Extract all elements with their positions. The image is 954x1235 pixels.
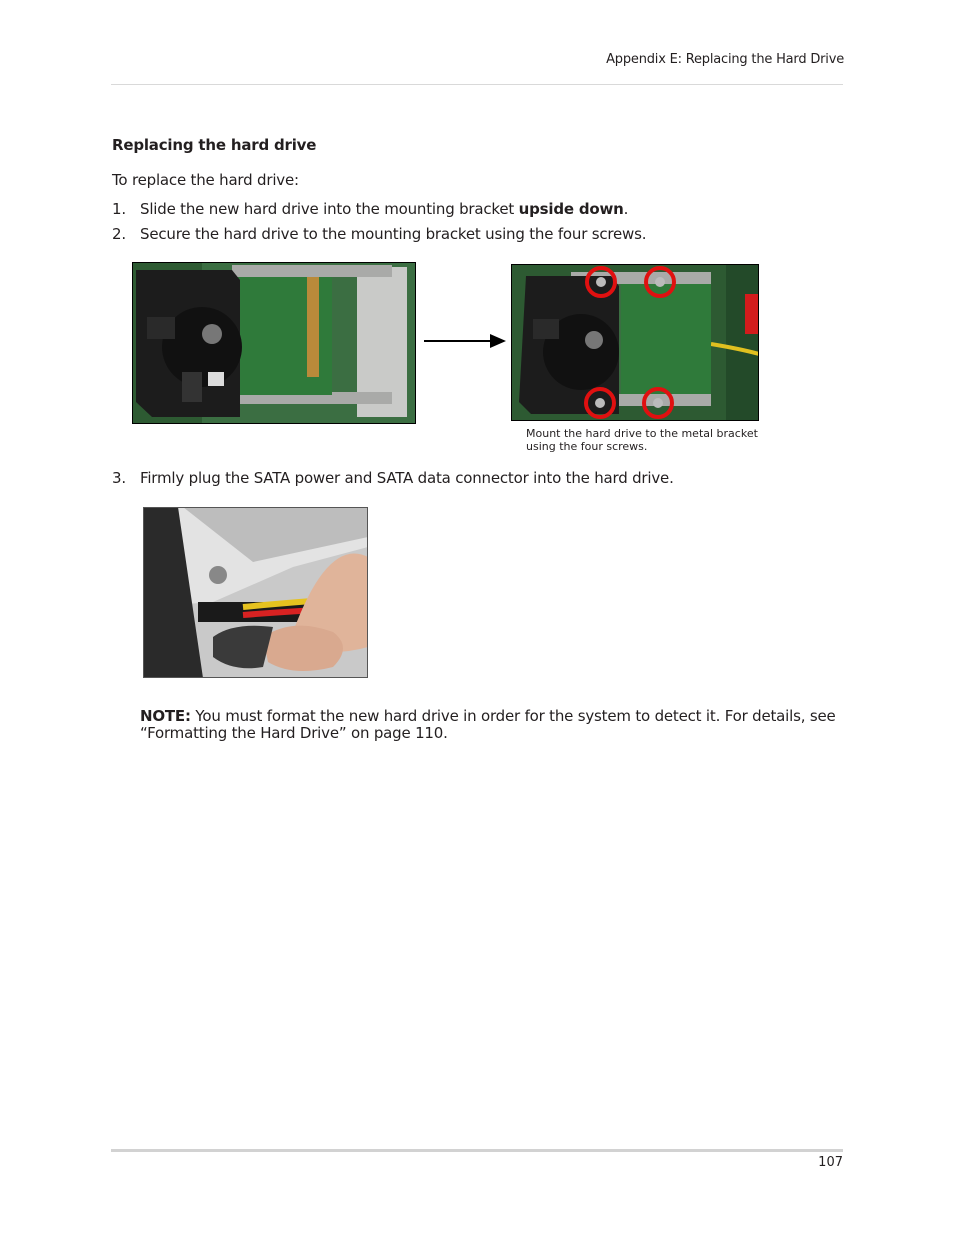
header-rule <box>111 84 843 85</box>
step-emphasis: upside down <box>518 200 624 218</box>
sata-connector-photo <box>143 507 368 678</box>
note-paragraph <box>140 708 855 742</box>
hard-drive-screws-photo <box>511 264 759 421</box>
note-label: NOTE: <box>140 707 191 725</box>
intro-text: To replace the hard drive: <box>112 171 299 189</box>
step-number: 3. <box>112 469 126 487</box>
step-text: Slide the new hard drive into the mounting bracket <box>140 200 519 218</box>
page-number: 107 <box>818 1155 843 1170</box>
footer-rule <box>111 1149 843 1152</box>
section-heading: Replacing the hard drive <box>112 136 317 154</box>
running-header: Appendix E: Replacing the Hard Drive <box>606 52 844 67</box>
note-text: You must format the new hard drive in order for the system to detect it. For details, see “Formatting the Hard Drive” on page 110. <box>140 707 836 742</box>
step-text-end: . <box>623 200 629 218</box>
step-3 <box>112 469 674 487</box>
step-1 <box>112 200 628 218</box>
figure-caption: Mount the hard drive to the metal bracket using the four screws. <box>526 427 758 453</box>
step-text: Secure the hard drive to the mounting bracket using the four screws. <box>140 225 647 243</box>
step-number: 1. <box>112 200 126 218</box>
step-text: Firmly plug the SATA power and SATA data connector into the hard drive. <box>140 469 674 487</box>
hard-drive-bracket-photo <box>132 262 416 424</box>
arrow-right-icon <box>420 331 510 351</box>
step-2 <box>112 225 646 243</box>
step-number: 2. <box>112 225 126 243</box>
